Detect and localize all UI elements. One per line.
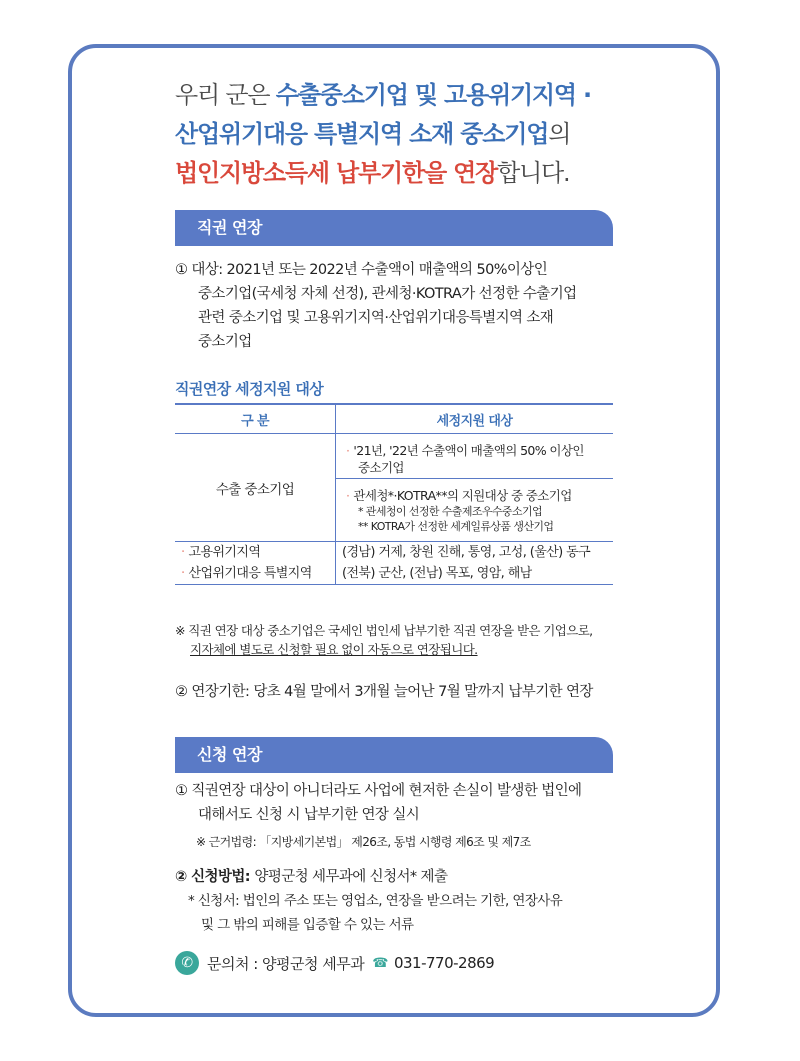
target-line: 중소기업 bbox=[198, 334, 252, 350]
section-title-ex-officio: 직권 연장 bbox=[175, 210, 613, 246]
target-footnote: * 관세청이 선정한 수출제조우수중소기업 bbox=[358, 505, 543, 518]
application-description bbox=[175, 779, 620, 827]
telephone-icon: ☎ bbox=[372, 955, 388, 971]
section-title-application: 신청 연장 bbox=[175, 737, 613, 773]
contact-label: 문의처 : 양평군청 세무과 bbox=[207, 954, 365, 973]
form-note-line: 및 그 밖의 피해를 입증할 수 있는 서류 bbox=[201, 917, 414, 933]
intro-text: 합니다. bbox=[497, 159, 570, 187]
deadline-text: ② 연장기한: 당초 4월 말에서 3개월 늘어난 7월 말까지 납부기한 연장 bbox=[175, 684, 593, 700]
intro-highlight: 산업위기대응 특별지역 소재 중소기업 bbox=[175, 120, 549, 148]
target-description bbox=[175, 258, 620, 354]
target-line: ① 대상: 2021년 또는 2022년 수출액이 매출액의 50%이상인 bbox=[175, 262, 548, 278]
application-line: ① 직권연장 대상이 아니더라도 사업에 현저한 손실이 발생한 법인에 bbox=[175, 783, 582, 799]
target-line: 중소기업(국세청 자체 선정), 관세청·KOTRA가 선정한 수출기업 bbox=[198, 286, 577, 302]
note-line: ※ 직권 연장 대상 중소기업은 국세인 법인세 납부기한 직권 연장을 받은 기업으로, bbox=[175, 623, 593, 638]
category-text: 고용위기지역 bbox=[188, 545, 261, 560]
intro-heading bbox=[175, 76, 715, 193]
region-text: (경남) 거제, 창원 진해, 통영, 고성, (울산) 동구 bbox=[342, 545, 591, 560]
target-cell bbox=[336, 479, 614, 542]
bullet-dot: · bbox=[346, 443, 350, 458]
intro-text: 의 bbox=[548, 120, 571, 148]
phone-icon: ✆ bbox=[175, 951, 199, 975]
target-footnote: ** KOTRA가 선정한 세계일류상품 생산기업 bbox=[358, 520, 554, 533]
target-text: 중소기업 bbox=[358, 460, 404, 475]
target-text: 관세청*·KOTRA**의 지원대상 중 중소기업 bbox=[353, 488, 572, 503]
application-method bbox=[175, 865, 620, 889]
target-cell bbox=[336, 434, 614, 479]
bullet-dot: · bbox=[346, 488, 350, 503]
legal-basis: ※ 근거법령: 「지방세기본법」 제26조, 동법 시행령 제6조 및 제7조 bbox=[196, 835, 531, 849]
contact-info bbox=[175, 951, 494, 975]
region-text: (전북) 군산, (전남) 목포, 영암, 해남 bbox=[342, 566, 532, 581]
category-crisis-regions bbox=[175, 542, 336, 585]
application-line: 대해서도 신청 시 납부기한 연장 실시 bbox=[198, 807, 420, 823]
bullet-dot: · bbox=[181, 545, 185, 560]
bullet-dot: · bbox=[181, 566, 185, 581]
target-cell bbox=[336, 542, 614, 585]
note-line: 지자체에 별도로 신청할 필요 없이 자동으로 연장됩니다. bbox=[190, 642, 478, 657]
method-text: 양평군청 세무과에 신청서* 제출 bbox=[254, 869, 448, 885]
auto-extension-note bbox=[175, 621, 593, 659]
table-header-target: 세정지원 대상 bbox=[336, 404, 614, 434]
support-target-table bbox=[175, 403, 613, 585]
extension-deadline bbox=[175, 680, 620, 704]
table-row bbox=[175, 542, 613, 585]
table-header-category: 구 분 bbox=[175, 404, 336, 434]
intro-emphasis: 법인지방소득세 납부기한을 연장 bbox=[175, 159, 498, 187]
intro-text: 우리 군은 bbox=[175, 81, 276, 109]
contact-number[interactable]: 031-770-2869 bbox=[393, 954, 495, 972]
target-line: 관련 중소기업 및 고용위기지역·산업위기대응특별지역 소재 bbox=[198, 310, 554, 326]
category-export-sme: 수출 중소기업 bbox=[175, 434, 336, 542]
form-note-line: * 신청서: 법인의 주소 또는 영업소, 연장을 받으려는 기한, 연장사유 bbox=[188, 893, 563, 909]
category-text: 산업위기대응 특별지역 bbox=[188, 566, 312, 581]
intro-highlight: 수출중소기업 및 고용위기지역 · bbox=[275, 81, 591, 109]
application-form-note bbox=[188, 889, 633, 937]
method-label: ② 신청방법: bbox=[175, 869, 255, 885]
table-row bbox=[175, 434, 613, 479]
table-title: 직권연장 세정지원 대상 bbox=[175, 380, 324, 398]
target-text: '21년, '22년 수출액이 매출액의 50% 이상인 bbox=[353, 443, 584, 458]
